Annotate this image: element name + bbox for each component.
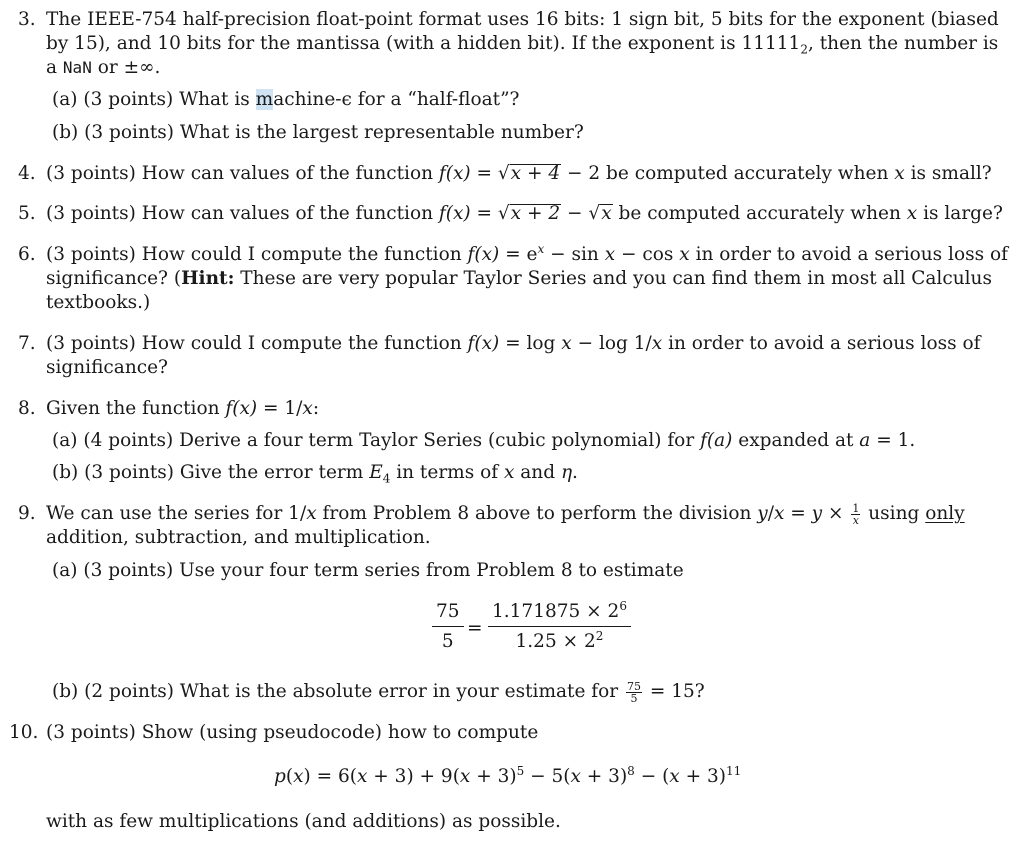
- math-x: x: [561, 333, 572, 354]
- math-fx: f(x): [467, 244, 500, 265]
- fraction-denominator: 5: [630, 691, 638, 705]
- problem-8b-text: (3 points) Give the error term: [84, 462, 370, 483]
- problem-3a-text-rest: achine-ϵ for a “half-float”?: [273, 89, 520, 110]
- problem-9a: [52, 559, 684, 583]
- problem-6-line-2: [46, 267, 992, 291]
- math-text: − sin: [544, 244, 605, 265]
- math-eq: =: [470, 203, 498, 224]
- text-cursor-highlight: m: [255, 89, 274, 110]
- math-fx: f(x): [438, 163, 471, 184]
- problem-8b-text-mid: in terms of: [390, 462, 504, 483]
- problem-3-number: 3.: [18, 9, 36, 30]
- problem-6-text: (3 points) How could I compute the function: [46, 244, 468, 265]
- math-x: x: [651, 333, 663, 354]
- problem-9-text: We can use the series for 1/: [46, 503, 307, 524]
- math-fx: f(x): [225, 398, 258, 419]
- exponent: 5: [516, 763, 525, 778]
- display-equals: =: [467, 618, 483, 639]
- nan-keyword: NaN: [62, 58, 92, 77]
- part-label: (b): [52, 681, 79, 702]
- math-fx: f(x): [438, 203, 471, 224]
- math-times: ×: [822, 503, 850, 524]
- problem-8a-text: (4 points) Derive a four term Taylor Series (cubic polynomial) for: [83, 430, 701, 451]
- part-label: (a): [52, 89, 78, 110]
- problem-10-line-3: with as few multiplications (and additions) as possible.: [46, 811, 561, 832]
- math-text: + 3): [580, 766, 628, 787]
- problem-3-line-3: [46, 56, 160, 80]
- problem-8-number: 8.: [18, 398, 36, 419]
- math-superscript: x: [537, 241, 545, 256]
- problem-9-line-2: addition, subtraction, and multiplication.: [46, 527, 431, 548]
- math-x: x: [894, 163, 905, 184]
- problem-5-text: (3 points) How can values of the function: [46, 203, 439, 224]
- problem-4-number: 4.: [18, 163, 36, 184]
- problem-8-text: Given the function: [46, 398, 226, 419]
- exponent: 6: [619, 598, 627, 613]
- problem-3b: [52, 121, 584, 145]
- problem-8-line-1: [46, 397, 319, 421]
- math-eq: =: [470, 163, 498, 184]
- problem-3-line-2: [46, 32, 998, 56]
- denominator-text: 1.25 × 2: [515, 631, 596, 652]
- problem-10-equation: [274, 765, 741, 789]
- problem-4-text-end: is small?: [904, 163, 992, 184]
- math-x: x: [906, 203, 918, 224]
- math-text: + 3): [679, 766, 726, 787]
- exponent: 2: [595, 628, 604, 643]
- display-fraction-left: [432, 601, 464, 652]
- exponent: 11: [725, 763, 742, 778]
- numerator-text: 1.171875 × 2: [492, 601, 620, 622]
- math-text: − (: [634, 766, 670, 787]
- problem-5-text-end: is large?: [917, 203, 1003, 224]
- problem-7-number: 7.: [18, 333, 36, 354]
- math-text: :: [312, 398, 320, 419]
- problem-7-line-1: [46, 332, 980, 356]
- problem-7-text-end: in order to avoid a serious loss of: [662, 333, 981, 354]
- problem-6-text-end: These are very popular Taylor Series and you can find them in most all Calculus: [234, 268, 992, 289]
- problem-3-line-2-text: by 15), and 10 bits for the mantissa (with a hidden bit). If the exponent is 11111: [46, 33, 801, 54]
- math-slash: /: [767, 503, 774, 524]
- math-text: ) = 6(: [303, 766, 357, 787]
- problem-8b: [52, 461, 578, 485]
- math-x: x: [293, 766, 304, 787]
- part-label: (b): [52, 122, 79, 143]
- math-x: x: [459, 766, 471, 787]
- problem-3-line-1: The IEEE-754 half-precision float-point format uses 16 bits: 1 sign bit, 5 bits for the exponent (biased: [46, 9, 999, 30]
- underlined-only: only: [925, 503, 965, 524]
- problem-6-text-end: in order to avoid a serious loss of: [689, 244, 1008, 265]
- math-eta: η: [560, 462, 573, 483]
- math-text: = e: [499, 244, 538, 265]
- math-x: x: [503, 462, 515, 483]
- inline-fraction: [851, 503, 860, 526]
- problem-9b-text-end: = 15?: [644, 681, 705, 702]
- sqrt-radicand: x: [601, 203, 612, 224]
- math-x: x: [356, 766, 368, 787]
- part-label: (b): [52, 462, 79, 483]
- problem-9-line-1: [46, 502, 965, 526]
- sqrt-radicand: x + 2: [510, 203, 561, 224]
- math-text: + 3): [470, 766, 517, 787]
- math-x: x: [604, 244, 616, 265]
- problem-3a-text: (3 points) What is: [83, 89, 256, 110]
- problem-9-text-mid: from Problem 8 above to perform the division: [316, 503, 758, 524]
- problem-8b-text-end: .: [572, 462, 578, 483]
- math-x: x: [570, 766, 581, 787]
- problem-6-line-3: textbooks.): [46, 292, 151, 313]
- problem-3-line-2-end: , then the number is: [807, 33, 999, 54]
- problem-5-line: (3 points) How can values of the function f(x) = √x + 2 − √x be computed accurately when x is large?: [46, 203, 1003, 224]
- math-a: a: [859, 430, 871, 451]
- fraction-denominator: x: [852, 513, 859, 527]
- math-text: (: [285, 766, 294, 787]
- math-text: = log: [499, 333, 562, 354]
- math-x: x: [679, 244, 690, 265]
- fraction-numerator: 75: [432, 601, 464, 627]
- problem-9a-text: (3 points) Use your four term series from Problem 8 to estimate: [83, 560, 684, 581]
- problem-8a-text-mid: expanded at: [732, 430, 860, 451]
- math-subscript: 4: [382, 471, 391, 486]
- fraction-numerator: [488, 598, 631, 627]
- problem-8b-text-and: and: [514, 462, 561, 483]
- math-fx: f(x): [467, 333, 500, 354]
- math-x: x: [669, 766, 680, 787]
- problem-3-line-3-end: or ±∞.: [91, 57, 161, 78]
- math-text: = 1/: [257, 398, 303, 419]
- exponent: 8: [627, 763, 635, 778]
- problem-4-text-mid: − 2 be computed accurately when: [561, 163, 895, 184]
- problem-7-line-2: significance?: [46, 357, 168, 378]
- display-fraction-right: [488, 598, 631, 652]
- math-fa: f(a): [700, 430, 733, 451]
- problem-10-line-1: (3 points) Show (using pseudocode) how to compute: [46, 722, 539, 743]
- part-label: (a): [52, 430, 78, 451]
- inline-fraction: [626, 681, 642, 704]
- part-label: (a): [52, 560, 78, 581]
- math-y: y: [811, 503, 823, 524]
- problem-9b-text: (2 points) What is the absolute error in your estimate for: [84, 681, 624, 702]
- problem-4-text: (3 points) How can values of the function: [46, 163, 439, 184]
- problem-3a: [52, 88, 519, 112]
- problem-9-number: 9.: [18, 503, 36, 524]
- fraction-numerator: 75: [627, 679, 641, 693]
- base-subscript: 2: [800, 42, 808, 57]
- sqrt-radicand: x + 4: [510, 163, 561, 184]
- fraction-denominator: 5: [441, 631, 454, 652]
- hint-label: Hint:: [181, 268, 235, 289]
- math-text: − log 1/: [571, 333, 652, 354]
- problem-8a: [52, 429, 915, 453]
- fraction-numerator: 1: [852, 501, 860, 515]
- math-y: y: [757, 503, 768, 524]
- problem-6-number: 6.: [18, 244, 36, 265]
- problem-9b: [52, 680, 705, 704]
- problem-6-text: significance? (: [46, 268, 182, 289]
- math-text: + 3) + 9(: [367, 766, 460, 787]
- math-x: x: [302, 398, 313, 419]
- problem-9-text-using: using: [862, 503, 926, 524]
- math-E: E: [369, 462, 383, 483]
- math-minus: −: [561, 203, 589, 224]
- problem-3-line-3-text: a: [46, 57, 63, 78]
- math-x: x: [306, 503, 317, 524]
- math-x: x: [773, 503, 785, 524]
- problem-7-text: (3 points) How could I compute the function: [46, 333, 468, 354]
- problem-6-line-1: [46, 243, 1008, 267]
- math-eq: =: [784, 503, 812, 524]
- math-text: − 5(: [524, 766, 571, 787]
- problem-4-line: (3 points) How can values of the function f(x) = √x + 4 − 2 be computed accurately when x is small?: [46, 163, 992, 184]
- problem-5-text-mid: be computed accurately when: [612, 203, 907, 224]
- problem-5-number: 5.: [18, 203, 36, 224]
- problem-3b-text: (3 points) What is the largest representable number?: [84, 122, 584, 143]
- math-text: − cos: [615, 244, 680, 265]
- problem-10-number: 10.: [9, 722, 39, 743]
- fraction-denominator: [516, 627, 604, 652]
- problem-8a-text-end: = 1.: [870, 430, 916, 451]
- math-p: p: [274, 766, 286, 787]
